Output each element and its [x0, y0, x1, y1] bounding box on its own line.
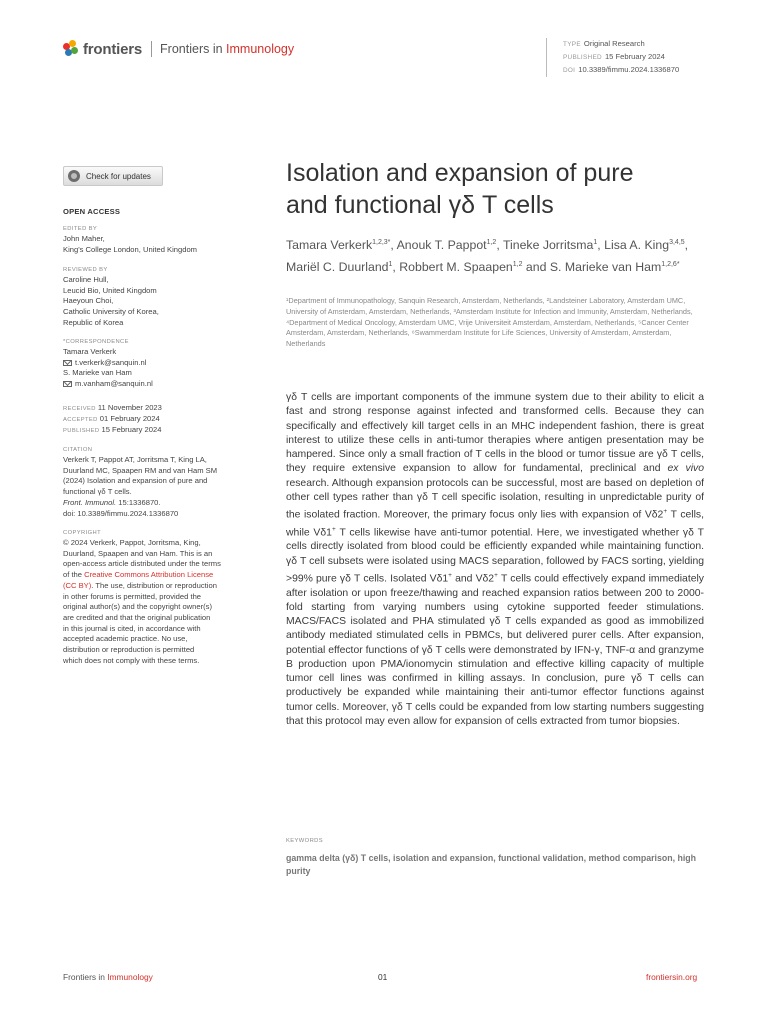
- abstract-segment: ex vivo: [667, 463, 705, 475]
- author-list: Tamara Verkerk$^{1,2,3*}$, Anouk T. Pappot$^{1,2}$, Tineke Jorritsma$^1$, Lisa A. King$^{3,4,5}$, Mariël C. Duurland$^1$, Robbert M. Spaapen$^{1,2}$ and S. Marieke van Ham$^{1,2,6*}$: [286, 238, 689, 275]
- meta-doi: DOI 10.3389/fimmu.2024.1336870: [563, 65, 680, 74]
- author-name: Lisa A. King: [604, 238, 670, 253]
- journal-name: Frontiers in Immunology: [160, 42, 295, 56]
- abstract-segment: T cells, while Vδ1: [286, 509, 704, 539]
- brand-name: frontiers: [83, 40, 143, 58]
- article-meta: [546, 38, 679, 77]
- open-access-label: OPEN ACCESS: [63, 207, 121, 216]
- author-affiliation-marker: 1: [388, 261, 393, 269]
- email-link-1[interactable]: t.verkerk@sanquin.nl: [63, 358, 258, 369]
- abstract: [286, 391, 704, 729]
- check-updates-icon: [68, 170, 80, 182]
- keywords-label: KEYWORDS: [286, 838, 324, 844]
- abstract-segment: T cells could effectively expand immediately after isolation or upon freeze/thawing and reached expansion ratios between 200 to 2000-fold starting from varying numbers using cytokine supported feeder stimulations. MACS/FACS isolated and PHA stimulated γδ T cells expanded as good as immobilized antibody mediated stimulated cells in PBMCs, but delivered purer cells. After expansion, potential effector functions of γδ T cells were demonstrated by IFN-γ, TNF-α and granzyme B production upon PMA/ionomycin stimulation and effective killing capacity of multiple tumor cell lines was confirmed in killing assays. In conclusion, pure γδ T cells can productively be expanded while maintaining their anti-tumor effector functions against tumor cells. Moreover, γδ T cells could be expanded from low starting numbers suggesting that this protocol may even allow for expansion of cells extracted from tumor biopsies.: [286, 573, 704, 727]
- corresponding-author-1: Tamara Verkerk: [63, 347, 117, 356]
- abstract-segment: +: [663, 508, 668, 515]
- author-name: Anouk T. Pappot: [396, 238, 487, 253]
- author-affiliation-marker: 1: [593, 239, 598, 246]
- header-divider: [151, 41, 152, 57]
- dates-block: RECEIVED 11 November 2023 ACCEPTED 01 February 2024 PUBLISHED 15 February 2024: [63, 403, 162, 434]
- page-number: 01: [378, 972, 388, 982]
- cc-by-link[interactable]: (CC BY): [63, 580, 92, 590]
- envelope-icon: [63, 381, 72, 387]
- meta-published: PUBLISHED 15 February 2024: [563, 52, 665, 61]
- meta-type: TYPE Original Research: [563, 39, 645, 48]
- check-updates-label: Check for updates: [86, 171, 151, 181]
- author-affiliation-marker: 1,2: [512, 261, 523, 269]
- envelope-icon: [63, 360, 72, 366]
- check-for-updates-button[interactable]: [63, 166, 163, 186]
- abstract-segment: research. Although expansion protocols can be successful, most are based on depletion of other cell types rather than γδ T cell specific isolation, resulting in unpredictable purity of the isolated fraction. Moreover, the primary focus only lies with expansion of Vδ2: [286, 477, 704, 521]
- reviewed-by-block: REVIEWED BY Caroline Hull, Leucid Bio, United Kingdom Haeyoun Choi, Catholic University of Korea, Republic of Korea: [63, 266, 258, 329]
- frontiers-logo[interactable]: [63, 40, 294, 58]
- site-link[interactable]: frontiersin.org: [646, 972, 698, 982]
- cc-license-link[interactable]: Creative Commons Attribution License: [84, 570, 214, 580]
- author-affiliation-marker: 3,4,5: [669, 239, 685, 246]
- correspondence-label: *CORRESPONDENCE: [63, 339, 129, 345]
- corresponding-author-2: S. Marieke van Ham: [63, 368, 132, 378]
- copyright-label: COPYRIGHT: [63, 530, 102, 536]
- abstract-segment: γδ T cells are important components of the immune system due to their ability to elicit a fast and strong response against infected and transformed cells. Because they can specifically and effectively kill target cells in an MHC independent fashion, there is great interest to utilize these cells in anti-tumor therapies where antigen presentation may be hampered. Since only a small fraction of T cells in the blood or tumor tissue are γδ T cells, they require extensive expansion to allow for fundamental, preclinical and: [286, 392, 704, 475]
- author-name: Mariël C. Duurland: [286, 260, 389, 275]
- author-name: Robbert M. Spaapen: [399, 260, 513, 275]
- author-name: Tineke Jorritsma: [502, 238, 594, 253]
- abstract-segment: +: [448, 571, 452, 579]
- frontiers-logo-icon: [63, 40, 79, 58]
- affiliations: ¹Department of Immunopathology, Sanquin Research, Amsterdam, Netherlands, ²Landsteiner Laboratory, Amsterdam UMC, University of Amsterdam, Amsterdam, Netherlands, ³Amsterdam Institute for Infection and Immunity, Amsterdam, Netherlands, ⁴Department of Medical Oncology, Amsterdam UMC, Vrije Universiteit Amsterdam, Amsterdam, Netherlands, ⁵Cancer Center Amsterdam, Amsterdam, Netherlands, ⁶Swammerdam Institute for Life Sciences, University of Amsterdam, Amsterdam, Netherlands: [286, 296, 693, 349]
- author-name: Tamara Verkerk: [286, 238, 373, 253]
- citation-label: CITATION: [63, 447, 93, 453]
- abstract-segment: +: [331, 525, 336, 533]
- edited-by-label: EDITED BY: [63, 226, 98, 232]
- correspondence-block: [63, 338, 258, 390]
- citation-doi: doi: 10.3389/fimmu.2024.1336870: [63, 508, 179, 518]
- author-affiliation-marker: 1,2: [486, 239, 497, 246]
- edited-by-block: EDITED BY John Maher, King's College London, United Kingdom: [63, 225, 258, 255]
- author-affiliation-marker: 1,2,3*: [372, 239, 391, 246]
- copyright-block: COPYRIGHT © 2024 Verkerk, Pappot, Jorritsma, King, Duurland, Spaapen and van Ham. This is an open-access article distributed under the terms of the Creative Commons Attribution License (CC BY). The use, distribution or reproduction in other forums is permitted, provided the original author(s) and the copyright owner(s) are credited and that the original publication in this journal is cited, in accordance with accepted academic practice. No use, distribution or reproduction is permitted which does not comply with these terms.: [63, 529, 258, 666]
- article-title: Isolation and expansion of pure and functional γδ T cells: [286, 159, 634, 219]
- author-name: S. Marieke van Ham: [549, 260, 662, 275]
- reviewed-by-label: REVIEWED BY: [63, 267, 108, 273]
- abstract-segment: T cells likewise have anti-tumor potential. Here, we investigated whether γδ T cells directly isolated from blood could be efficiently expanded while maintaining function. γδ T cell subsets were isolated using MACS separation, followed by FACS sorting, yielding >99% pure γδ T cells. Isolated Vδ1: [286, 527, 704, 585]
- author-affiliation-marker: 1,2,6*: [661, 261, 680, 269]
- email-link-2[interactable]: m.vanham@sanquin.nl: [63, 379, 258, 390]
- citation-block: CITATION Verkerk T, Pappot AT, Jorritsma T, King LA, Duurland MC, Spaapen RM and van Ham SM (2024) Isolation and expansion of pure and functional γδ T cells. Front. Immunol. 15:1336870. doi: 10.3389/fimmu.2024.1336870: [63, 446, 258, 519]
- abstract-segment: +: [494, 571, 498, 579]
- keywords: gamma delta (γδ) T cells, isolation and expansion, functional validation, method comparison, high purity: [286, 853, 697, 876]
- abstract-segment: and Vδ2: [451, 573, 495, 585]
- footer-journal: Frontiers in Immunology: [63, 972, 153, 982]
